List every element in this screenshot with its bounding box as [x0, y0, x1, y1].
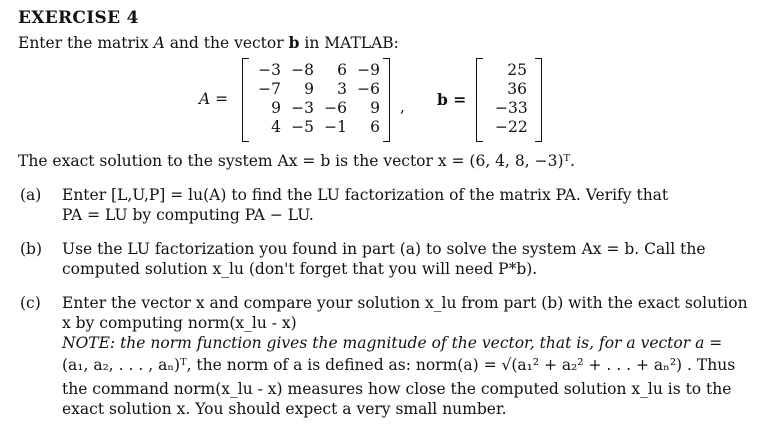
matrix-a-cell: 9	[370, 99, 380, 117]
matrix-a-cell: 3	[337, 80, 347, 98]
exact-solution-statement: The exact solution to the system Ax = b is the vector x = (6, 4, 8, −3)ᵀ.	[18, 152, 575, 170]
matrix-a-cell: −3	[291, 99, 314, 117]
matrix-a-cell: 9	[271, 99, 281, 117]
separator-comma: ,	[400, 98, 405, 116]
part-c-label: (c)	[20, 294, 41, 312]
part-c-note-line-1: NOTE: the norm function gives the magnitude of the vector, that is, for a vector a =	[62, 334, 723, 352]
part-b-line-2: computed solution x_lu (don't forget that you will need P*b).	[62, 260, 538, 278]
part-b-label: (b)	[20, 240, 43, 258]
matrix-a-label: A =	[199, 90, 229, 108]
vector-b-cell: −33	[495, 99, 528, 117]
matrix-a-cell: −6	[357, 80, 380, 98]
vector-b-label: b =	[437, 90, 467, 109]
matrix-a	[242, 58, 390, 142]
vector-b	[476, 58, 542, 142]
exercise-title: EXERCISE 4	[18, 8, 139, 28]
matrix-a-cell: −9	[357, 61, 380, 79]
vector-b-cell: 25	[507, 61, 527, 79]
matrix-a-cell: −3	[258, 61, 281, 79]
part-a-label: (a)	[20, 186, 42, 204]
matrix-a-cell: 6	[337, 61, 347, 79]
part-b-line-1: Use the LU factorization you found in part (a) to solve the system Ax = b. Call the	[62, 240, 706, 258]
matrix-a-cell: −6	[324, 99, 347, 117]
matrix-a-cell: −7	[258, 80, 281, 98]
matrix-a-cell: −5	[291, 118, 314, 136]
matrix-a-cell: 9	[304, 80, 314, 98]
matrix-a-cell: 6	[370, 118, 380, 136]
part-a-line-1: Enter [L,U,P] = lu(A) to find the LU factorization of the matrix PA. Verify that	[62, 186, 669, 204]
matrix-equation-row	[0, 58, 772, 144]
part-c-note-line-2: (a₁, a₂, . . . , aₙ)ᵀ, the norm of a is defined as: norm(a) = √(a₁² + a₂² + . . . + aₙ²) . Thus	[62, 356, 736, 374]
part-c-note-line-3: the command norm(x_lu - x) measures how close the computed solution x_lu is to the	[62, 380, 732, 398]
intro-text: Enter the matrix A and the vector b in MATLAB:	[18, 33, 399, 52]
part-c-line-1: Enter the vector x and compare your solution x_lu from part (b) with the exact solution	[62, 294, 748, 312]
part-a-line-2: PA = LU by computing PA − LU.	[62, 206, 314, 224]
matrix-a-cell: −8	[291, 61, 314, 79]
matrix-a-cell: 4	[271, 118, 281, 136]
vector-b-cell: 36	[507, 80, 527, 98]
vector-b-cell: −22	[495, 118, 528, 136]
matrix-a-cell: −1	[324, 118, 347, 136]
part-c-note-line-4: exact solution x. You should expect a very small number.	[62, 400, 507, 418]
part-c-line-2: x by computing norm(x_lu - x)	[62, 314, 297, 332]
